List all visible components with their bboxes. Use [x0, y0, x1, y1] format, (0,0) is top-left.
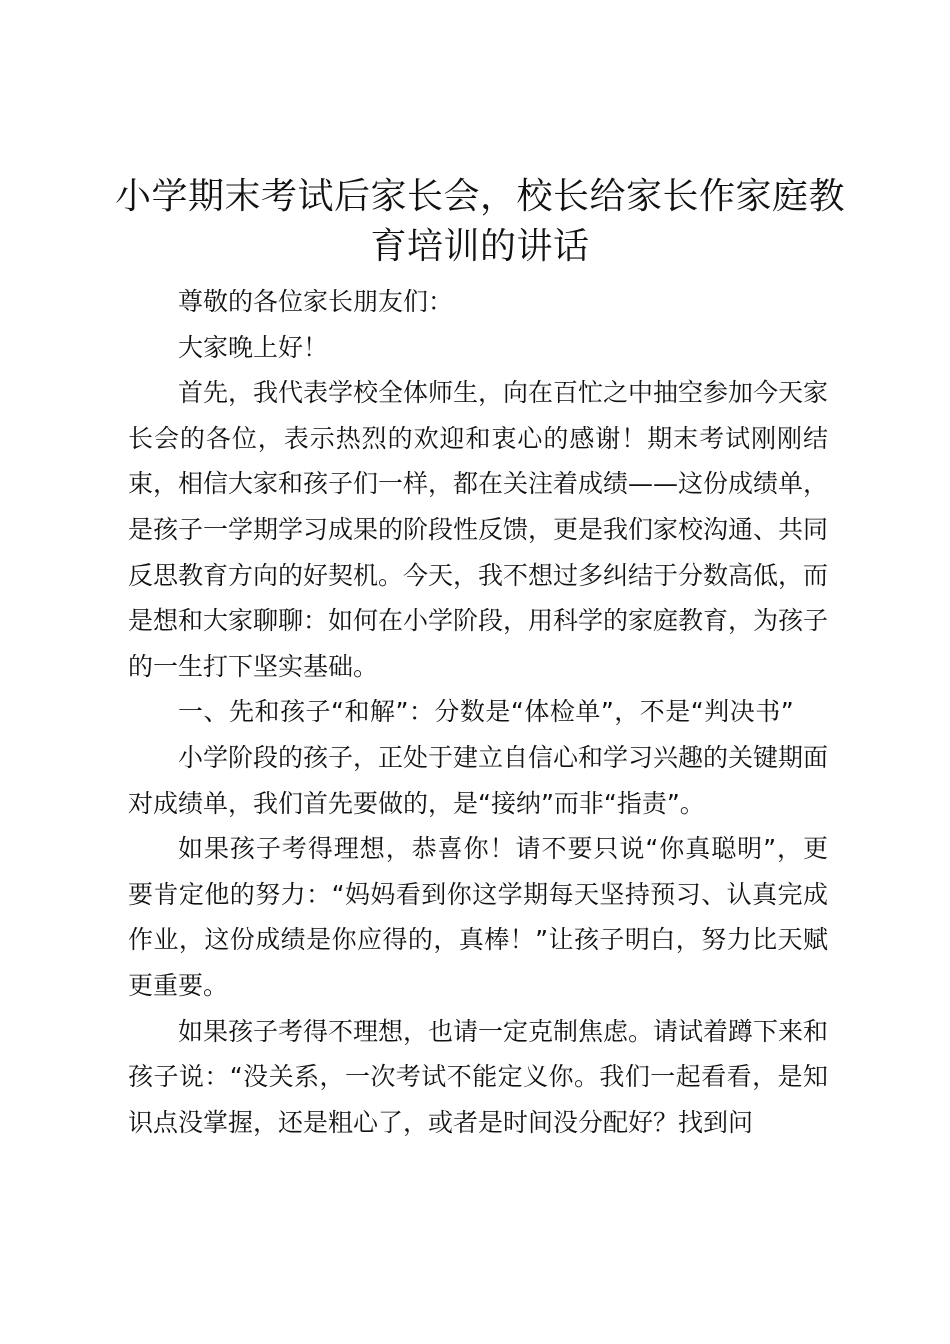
document-body [128, 279, 828, 1145]
paragraph-poor-score: 如果孩子考得不理想，也请一定克制焦虑。请试着蹲下来和孩子说：“没关系，一次考试不能定义你。我们一起看看，是知识点没掌握，还是粗心了，或者是时间没分配好？找到问 [128, 1016, 829, 1137]
paragraph-greeting: 大家晚上好！ [178, 332, 329, 362]
paragraph-salutation: 尊敬的各位家长朋友们： [178, 287, 454, 316]
section-heading-1: 一、先和孩子“和解”：分数是“体检单”，不是“判决书” [178, 697, 795, 727]
paragraph-section1-intro: 小学阶段的孩子，正处于建立自信心和学习兴趣的关键期面对成绩单，我们首先要做的，是“接纳”而非“指责”。 [128, 742, 829, 818]
document-title: 小学期末考试后家长会，校长给家长作家庭教育培训的讲话 [114, 176, 845, 267]
paragraph-introduction: 首先，我代表学校全体师生，向在百忙之中抽空参加今天家长会的各位，表示热烈的欢迎和衷心的感谢！期末考试刚刚结束，相信大家和孩子们一样，都在关注着成绩——这份成绩单，是孩子一学期学习成果的阶段性反馈，更是我们家校沟通、共同反思教育方向的好契机。今天，我不想过多纠结于分数高低，而是想和大家聊聊：如何在小学阶段，用科学的家庭教育，为孩子的一生打下坚实基础。 [128, 378, 829, 681]
paragraph-good-score: 如果孩子考得理想，恭喜你！请不要只说“你真聪明”，更要肯定他的努力：“妈妈看到你这学期每天坚持预习、认真完成作业，这份成绩是你应得的，真棒！”让孩子明白，努力比天赋更重要。 [128, 834, 828, 1000]
